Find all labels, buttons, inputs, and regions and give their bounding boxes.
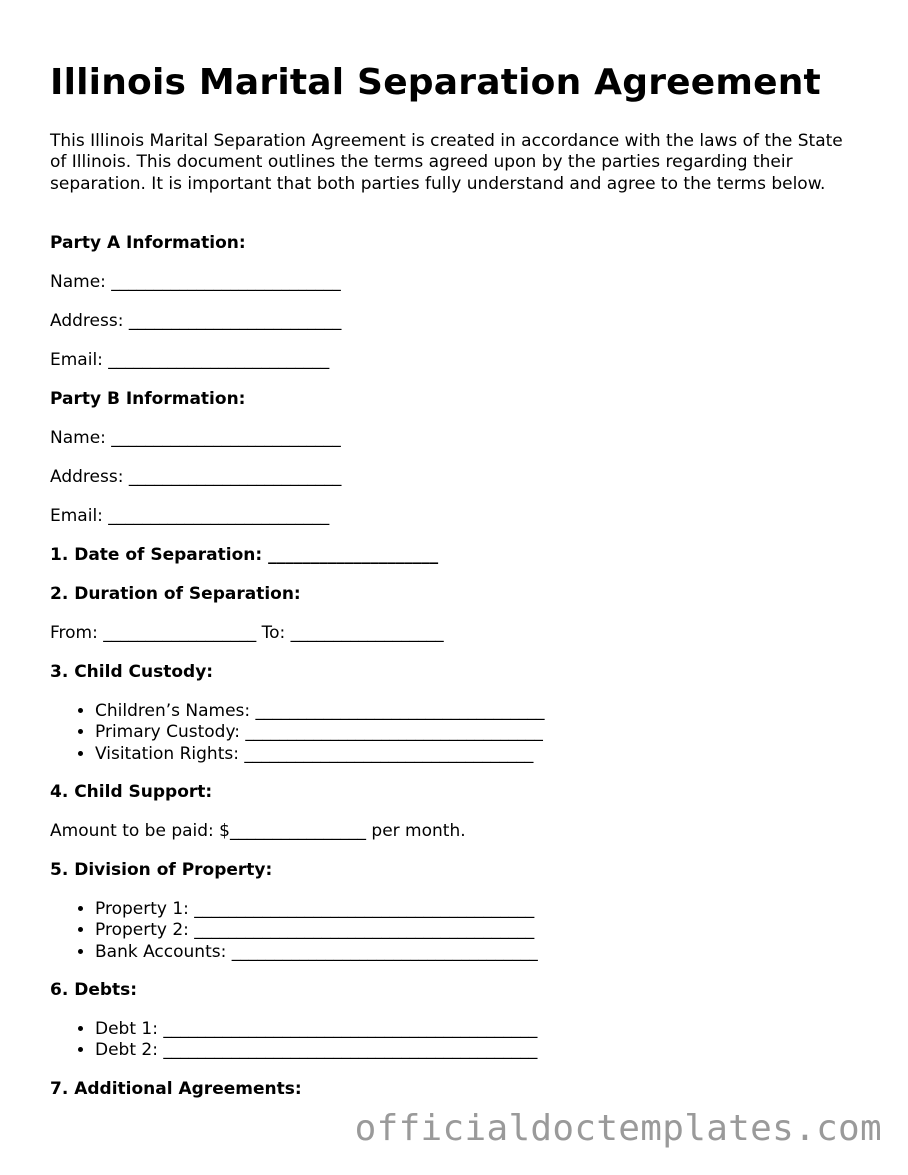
visitation-rights-field: • Visitation Rights: __________________________________ — [95, 744, 545, 765]
page-title: Illinois Marital Separation Agreement — [50, 62, 821, 103]
party-a-heading: Party A Information: — [50, 233, 246, 253]
child-support-amount-field: Amount to be paid: $________________ per month. — [50, 821, 466, 841]
child-custody-heading: 3. Child Custody: — [50, 662, 214, 682]
children-names-field: • Children’s Names: __________________________________ — [95, 701, 545, 722]
property-2-field: • Property 2: ________________________________________ — [95, 920, 538, 941]
bank-accounts-field: • Bank Accounts: ____________________________________ — [95, 942, 538, 963]
property-1-field: • Property 1: ________________________________________ — [95, 899, 538, 920]
additional-agreements-heading: 7. Additional Agreements: — [50, 1079, 302, 1099]
child-custody-list — [50, 701, 545, 765]
property-list — [50, 899, 538, 963]
intro-paragraph: This Illinois Marital Separation Agreement is created in accordance with the laws of the State of Illinois. This document outlines the terms agreed upon by the parties regarding their separation. It is important that both parties fully understand and agree to the terms below. — [50, 131, 843, 194]
debts-heading: 6. Debts: — [50, 980, 138, 1000]
debt-2-field: • Debt 2: ____________________________________________ — [95, 1040, 537, 1061]
property-heading: 5. Division of Property: — [50, 860, 273, 880]
child-support-heading: 4. Child Support: — [50, 782, 213, 802]
debts-list — [50, 1019, 537, 1062]
party-b-address-field: Address: _________________________ — [50, 467, 342, 487]
party-b-name-field: Name: ___________________________ — [50, 428, 341, 448]
date-of-separation-field: 1. Date of Separation: ____________________ — [50, 545, 439, 565]
party-b-heading: Party B Information: — [50, 389, 246, 409]
debt-1-field: • Debt 1: ____________________________________________ — [95, 1019, 537, 1040]
primary-custody-field: • Primary Custody: ___________________________________ — [95, 722, 545, 743]
duration-heading: 2. Duration of Separation: — [50, 584, 301, 604]
party-a-name-field: Name: ___________________________ — [50, 272, 341, 292]
party-a-address-field: Address: _________________________ — [50, 311, 342, 331]
party-a-email-field: Email: __________________________ — [50, 350, 330, 370]
party-b-email-field: Email: __________________________ — [50, 506, 330, 526]
watermark: officialdoctemplates.com — [354, 1108, 882, 1149]
duration-from-to-field: From: __________________ To: __________________ — [50, 623, 444, 643]
